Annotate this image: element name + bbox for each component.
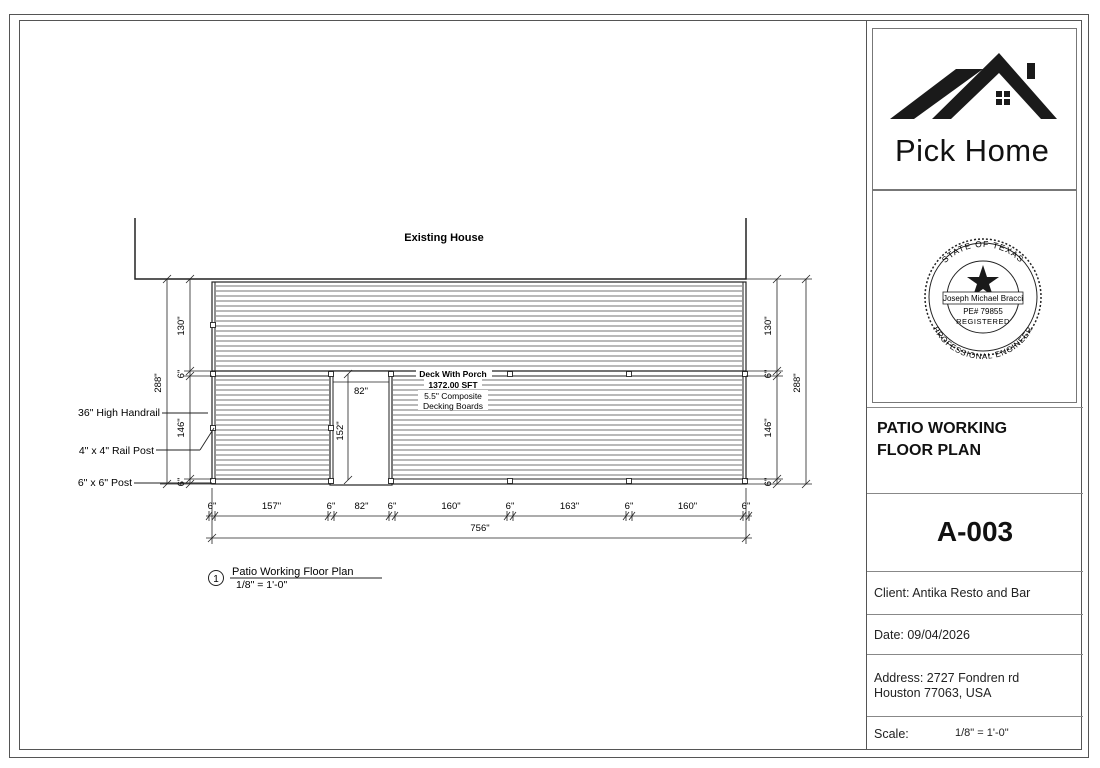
right-dim-total: 288"	[792, 373, 803, 393]
sheet-title-cell	[867, 407, 1083, 493]
engineer-seal-icon	[873, 191, 1076, 402]
left-dim-gap: 6"	[176, 369, 187, 379]
callout-rail-post: 4" x 4" Rail Post	[78, 445, 154, 457]
bottom-dim-label: 82"	[354, 501, 369, 512]
sheet-number: A-003	[936, 516, 1014, 547]
left-dimensions	[160, 275, 212, 488]
client-cell	[867, 571, 1083, 614]
date-text: Date: 09/04/2026	[874, 628, 970, 642]
date-cell	[867, 614, 1083, 654]
callout-handrail: 36" High Handrail	[78, 407, 160, 419]
bottom-dim-label: 6"	[326, 501, 336, 512]
seal-license: PE# 79855	[963, 307, 1003, 316]
bottom-dim-label: 6"	[505, 501, 515, 512]
post-marker	[329, 372, 334, 377]
seal-registered: REGISTERED	[956, 317, 1010, 326]
sheet-title	[877, 418, 1007, 462]
right-dim-top: 130"	[763, 316, 774, 336]
left-dim-bottom-gap: 6"	[176, 477, 187, 487]
post-marker	[211, 323, 216, 328]
left-dim-lower: 146"	[176, 418, 187, 438]
address-line2: Houston 77063, USA	[874, 686, 992, 700]
callout-post: 6" x 6" Post	[77, 477, 132, 489]
post-marker	[329, 479, 334, 484]
view-title: Patio Working Floor Plan	[232, 566, 354, 578]
bottom-dim-label: 6"	[741, 501, 751, 512]
bottom-dim-total: 756"	[470, 523, 490, 534]
client-text: Client: Antika Resto and Bar	[874, 586, 1031, 600]
seal-arc-bottom: PROFESSIONAL ENGINEER	[931, 324, 1035, 362]
post-marker	[389, 479, 394, 484]
scale-value: 1/8" = 1'-0"	[955, 727, 1009, 739]
address-line1: Address: 2727 Fondren rd	[874, 671, 1020, 685]
seal-arc-top: STATE OF TEXAS	[939, 238, 1027, 265]
seal-star-icon	[967, 265, 999, 296]
sheet-number-cell	[867, 493, 1083, 571]
sheet-title-line2: FLOOR PLAN	[877, 442, 981, 459]
deck-label: Deck With Porch	[419, 369, 487, 379]
house-logo-icon	[873, 29, 1076, 129]
bottom-dimensions	[206, 501, 752, 521]
scale-cell	[867, 716, 1083, 750]
bottom-dim-label: 6"	[624, 501, 634, 512]
left-dim-top: 130"	[176, 316, 187, 336]
right-dim-lower: 146"	[763, 418, 774, 438]
sheet-title-line1: PATIO WORKING	[877, 420, 1008, 437]
porch-depth-dim: 152"	[335, 421, 346, 441]
decking-label-line1: 5.5" Composite	[424, 391, 482, 401]
title-block	[866, 20, 1083, 750]
logo-text: Pick Home	[895, 133, 1050, 168]
logo-panel	[872, 28, 1077, 190]
post-marker	[627, 372, 632, 377]
post-marker	[389, 372, 394, 377]
bottom-dim-label: 163"	[559, 501, 580, 512]
view-number: 1	[213, 574, 219, 585]
bottom-dimension-lines	[206, 488, 752, 544]
decking-label-line2: Decking Boards	[422, 401, 484, 411]
right-dim-gap: 6"	[763, 369, 774, 379]
existing-house-label: Existing House	[404, 232, 484, 244]
right-dim-bottom-gap: 6"	[763, 477, 774, 487]
bottom-dim-label: 6"	[207, 501, 217, 512]
bottom-dim-label: 160"	[441, 501, 461, 512]
post-marker	[508, 479, 513, 484]
existing-house-outline	[135, 218, 746, 279]
area-label: 1372.00 SFT	[428, 380, 478, 390]
view-scale: 1/8" = 1'-0"	[236, 579, 288, 591]
bottom-dim-label: 160"	[677, 501, 698, 512]
bottom-dim-label: 6"	[387, 501, 397, 512]
post-marker	[329, 426, 334, 431]
post-marker	[627, 479, 632, 484]
seal-name: Joseph Michael Bracci	[942, 294, 1024, 303]
porch-width-dim: 82"	[354, 386, 368, 397]
bottom-dim-label: 157"	[261, 501, 282, 512]
post-marker	[508, 372, 513, 377]
left-dim-total: 288"	[153, 373, 164, 393]
scale-label: Scale:	[874, 727, 909, 741]
address-cell	[867, 654, 1083, 716]
seal-panel	[872, 190, 1077, 403]
